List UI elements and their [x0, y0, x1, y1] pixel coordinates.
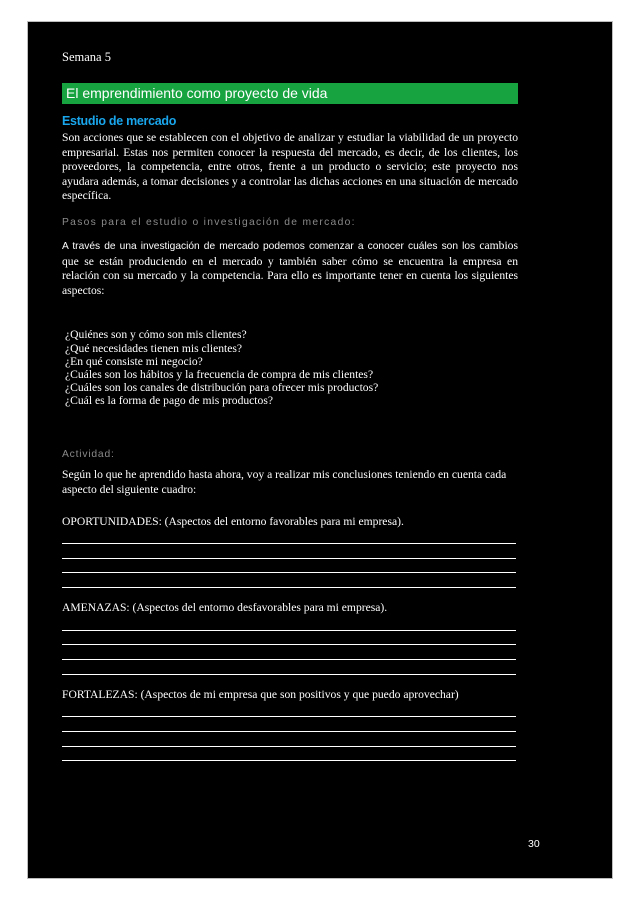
activity-intro: Según lo que he aprendido hasta ahora, voy a realizar mis conclusiones teniendo en cuenta cada aspecto del siguiente cuadro:	[62, 467, 507, 496]
answer-line[interactable]	[62, 631, 516, 646]
swot-section-strengths	[62, 688, 518, 762]
question-item: ¿Qué necesidades tienen mis clientes?	[65, 341, 243, 355]
steps-lead: A través de una investigación de mercado podemos comenzar a conocer cuáles son los	[62, 240, 476, 252]
answer-line[interactable]	[62, 616, 516, 631]
answer-line[interactable]	[62, 702, 516, 717]
answer-line[interactable]	[62, 559, 516, 574]
question-item: ¿Quiénes son y cómo son mis clientes?	[65, 328, 247, 342]
section-title-market-study: Estudio de mercado	[62, 114, 177, 128]
answer-line[interactable]	[62, 544, 516, 559]
question-item: ¿Cuáles son los canales de distribución para ofrecer mis productos?	[65, 381, 379, 395]
swot-title-strengths: FORTALEZAS: (Aspectos de mi empresa que son positivos y que puedo aprovechar)	[62, 687, 459, 701]
question-list	[62, 328, 518, 407]
answer-line[interactable]	[62, 573, 516, 588]
question-item: ¿En qué consiste mi negocio?	[65, 354, 203, 368]
answer-line[interactable]	[62, 747, 516, 762]
answer-line[interactable]	[62, 645, 516, 660]
page-number: 30	[528, 838, 540, 850]
swot-title-opportunities: OPORTUNIDADES: (Aspectos del entorno favorables para mi empresa).	[62, 514, 404, 528]
swot-section-threats	[62, 601, 518, 675]
swot-title-threats: AMENAZAS: (Aspectos del entorno desfavorables para mi empresa).	[62, 601, 388, 615]
question-item: ¿Cuál es la forma de pago de mis productos?	[65, 394, 273, 408]
answer-line[interactable]	[62, 529, 516, 544]
steps-paragraph	[62, 239, 518, 298]
answer-line[interactable]	[62, 732, 516, 747]
answer-line[interactable]	[62, 660, 516, 675]
steps-body: cambios que se están produciendo en el mercado y también saber cómo se encuentra la empresa en relación con su mercado y la competencia. Para ello es importante tener en cuenta los siguientes aspectos:	[62, 238, 518, 297]
chapter-banner: El emprendimiento como proyecto de vida	[62, 83, 518, 104]
answer-line[interactable]	[62, 717, 516, 732]
market-study-paragraph: Son acciones que se establecen con el objetivo de analizar y estudiar la viabilidad de un proyecto empresarial. Estas nos permiten conocer la respuesta del mercado, es decir, de los clientes, los proveedores, la competencia, entre otros, frente a un producto o servicio; este proyecto nos ayudara además, a tomar decisiones y a controlar las dichas acciones en una situación de mercado específica.	[62, 131, 518, 203]
swot-section-opportunities	[62, 515, 518, 589]
question-item: ¿Cuáles son los hábitos y la frecuencia de compra de mis clientes?	[65, 367, 374, 381]
activity-heading: Actividad:	[62, 448, 115, 460]
steps-heading: Pasos para el estudio o investigación de mercado:	[62, 216, 356, 228]
page-content	[62, 50, 518, 774]
week-label: Semana 5	[62, 50, 111, 64]
